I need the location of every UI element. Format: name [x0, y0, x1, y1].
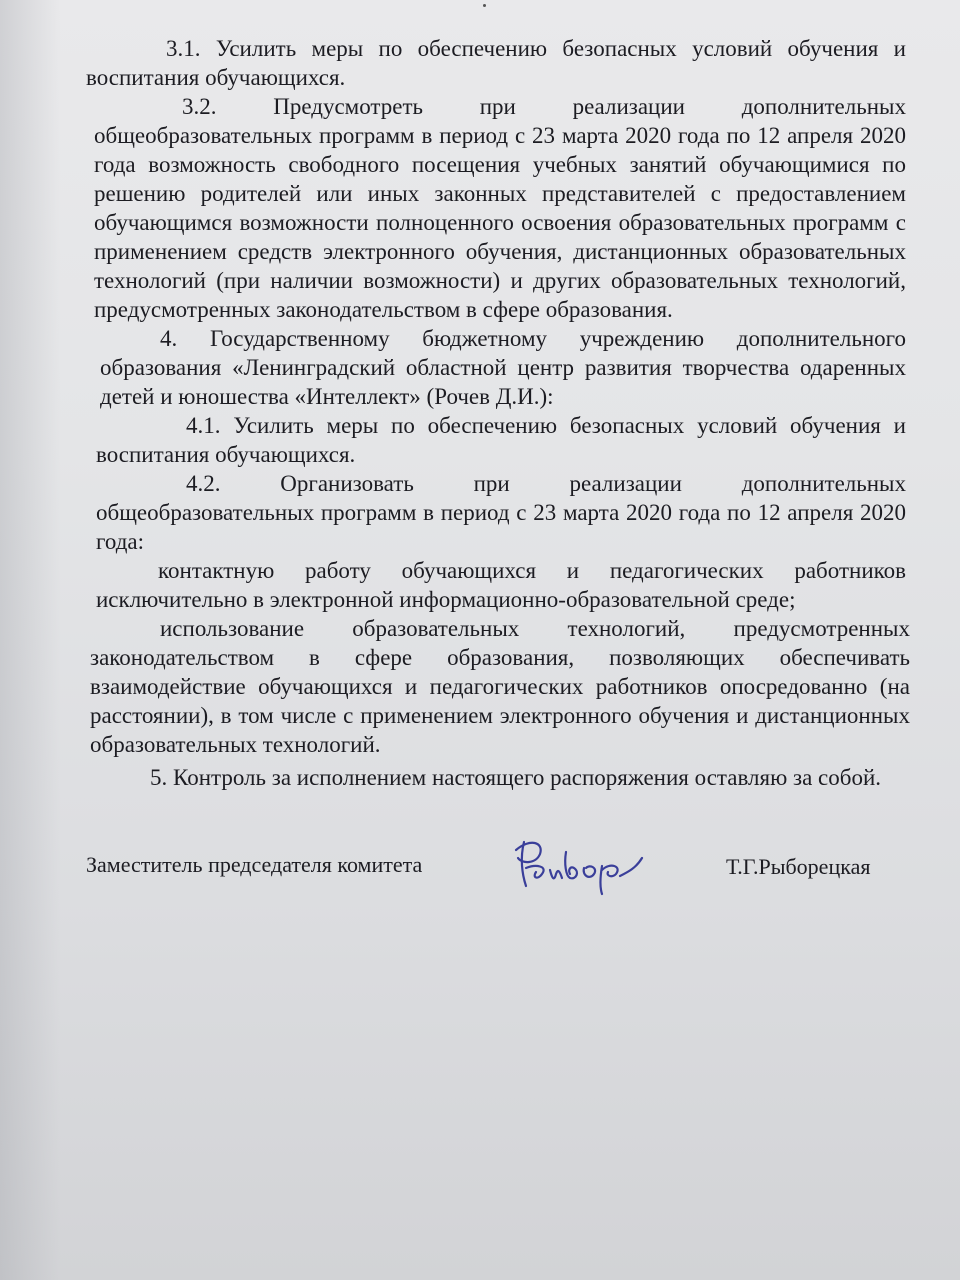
- paragraph-3-1: 3.1. Усилить меры по обеспечению безопасных условий обучения и воспитания обучающихся.: [86, 36, 906, 90]
- document-body: [86, 30, 910, 792]
- handwritten-signature: [510, 828, 650, 900]
- signer-name: Т.Г.Рыборецкая: [726, 854, 871, 879]
- paragraph-4-1: 4.1. Усилить меры по обеспечению безопасных условий обучения и воспитания обучающихся.: [96, 413, 906, 467]
- signature-block: [86, 852, 906, 892]
- list-item-contact-work: контактную работу обучающихся и педагогических работников исключительно в электронной информационно-образовательной среде;: [96, 558, 906, 612]
- list-item-technologies: использование образовательных технологий, предусмотренных законодательством в сфере образования, позволяющих обеспечивать взаимодействие обучающихся и педагогических работников опосредованно (на расстоянии), в том числе с применением электронного обучения и дистанционных образовательных технологий.: [90, 616, 910, 757]
- page-shadow: [0, 0, 60, 1280]
- paragraph-3-2: 3.2. Предусмотреть при реализации дополнительных общеобразовательных программ в период с 23 марта 2020 года по 12 апреля 2020 года возможность свободного посещения учебных занятий обучающимися по решению родителей или иных законных представителей с предоставлением обучающимся возможности полноценного освоения образовательных программ с применением средств электронного обучения, дистанционных образовательных технологий (при наличии возможности) и других образовательных технологий, предусмотренных законодательством в сфере образования.: [94, 94, 906, 322]
- signer-position: Заместитель председателя комитета: [86, 852, 423, 877]
- paragraph-5: 5. Контроль за исполнением настоящего распоряжения оставляю за собой.: [150, 765, 882, 790]
- paragraph-4-2: 4.2. Организовать при реализации дополнительных общеобразовательных программ в период с 23 марта 2020 года по 12 апреля 2020 года:: [96, 471, 906, 554]
- paragraph-4: 4. Государственному бюджетному учреждению дополнительного образования «Ленинградский областной центр развития творчества одаренных детей и юношества «Интеллект» (Рочев Д.И.):: [100, 326, 906, 409]
- page-mark: [483, 4, 486, 7]
